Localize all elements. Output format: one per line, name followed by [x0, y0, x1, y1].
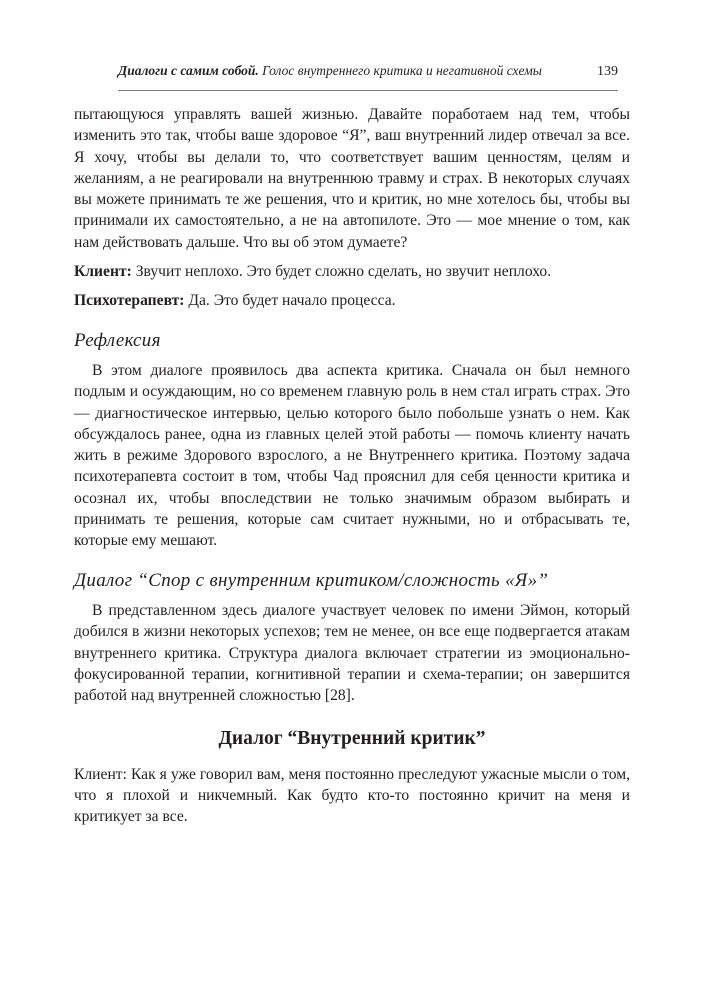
dialog-text: Да. Это будет начало процесса. [184, 292, 396, 310]
speaker-label: Психотерапевт: [74, 292, 185, 310]
dialog-line-client [74, 764, 630, 828]
dialog-text: Как я уже говорил вам, меня постоянно преследуют ужасные мысли о том, что я плохой и никчемный. Как будто кто-то постоянно кричит на меня и критикует за все. [74, 765, 630, 826]
page-number: 139 [597, 64, 618, 79]
dialog-line-therapist [74, 290, 630, 311]
dialog-title: Диалог “Внутренний критик” [218, 728, 486, 750]
paragraph-continued: пытающуюся управлять вашей жизнью. Давайте поработаем над тем, чтобы изменить это так, чтобы ваше здоровое “Я”, ваш внутренний лидер отвечал за все. Я хочу, чтобы вы делали то, что соответствует вашим ценностям, целям и желаниям, а не реагировали на внутреннюю травму и страх. В некоторых случаях вы можете принимать те же решения, что и критик, но мне хотелось бы, чтобы вы принимали их самостоятельно, а не на автопилоте. Это — мое мнение о том, как нам действовать дальше. Что вы об этом думаете? [74, 106, 630, 251]
speaker-label: Клиент: [74, 765, 127, 783]
book-title: Диалоги с самим собой. [118, 63, 259, 78]
paragraph-reflection: В этом диалоге проявилось два аспекта критика. Сначала он был немного подлым и осуждающим, но со временем главную роль в нем стал играть страх. Это — диагностическое интервью, целью которого было побольше узнать о нем. Как обсуждалось ранее, одна из главных целей этой работы — помочь клиенту начать жить в режиме Здорового взрослого, а не Внутреннего критика. Поэтому задача психотерапевта состоит в том, чтобы Чад прояснил для себя ценности критика и осознал их, чтобы впоследствии не только значимым образом выбирать и принимать те решения, которые сам считает нужными, но и отбрасывать те, которые ему мешают. [74, 361, 630, 550]
section-heading-dialog: Диалог “Спор с внутренним критиком/сложность «Я»” [74, 569, 549, 591]
speaker-label: Клиент: [74, 263, 132, 281]
dialog-line-client [74, 261, 630, 282]
paragraph-dialog-intro: В представленном здесь диалоге участвует человек по имени Эймон, который добился в жизни некоторых успехов; тем не менее, он все еще подвергается атакам внутреннего критика. Структура диалога включает стратегии из эмоционально-фокусированной терапии, когнитивной терапии и схема-терапии; он завершится работой над внутренней сложностью [28]. [74, 601, 630, 705]
section-heading-reflection: Рефлексия [74, 329, 161, 351]
dialog-text: Звучит неплохо. Это будет сложно сделать, но звучит неплохо. [131, 263, 552, 281]
running-title [118, 63, 542, 79]
page-body [74, 104, 630, 828]
chapter-title: Голос внутреннего критика и негативной схемы [262, 63, 542, 78]
running-head [118, 63, 618, 91]
